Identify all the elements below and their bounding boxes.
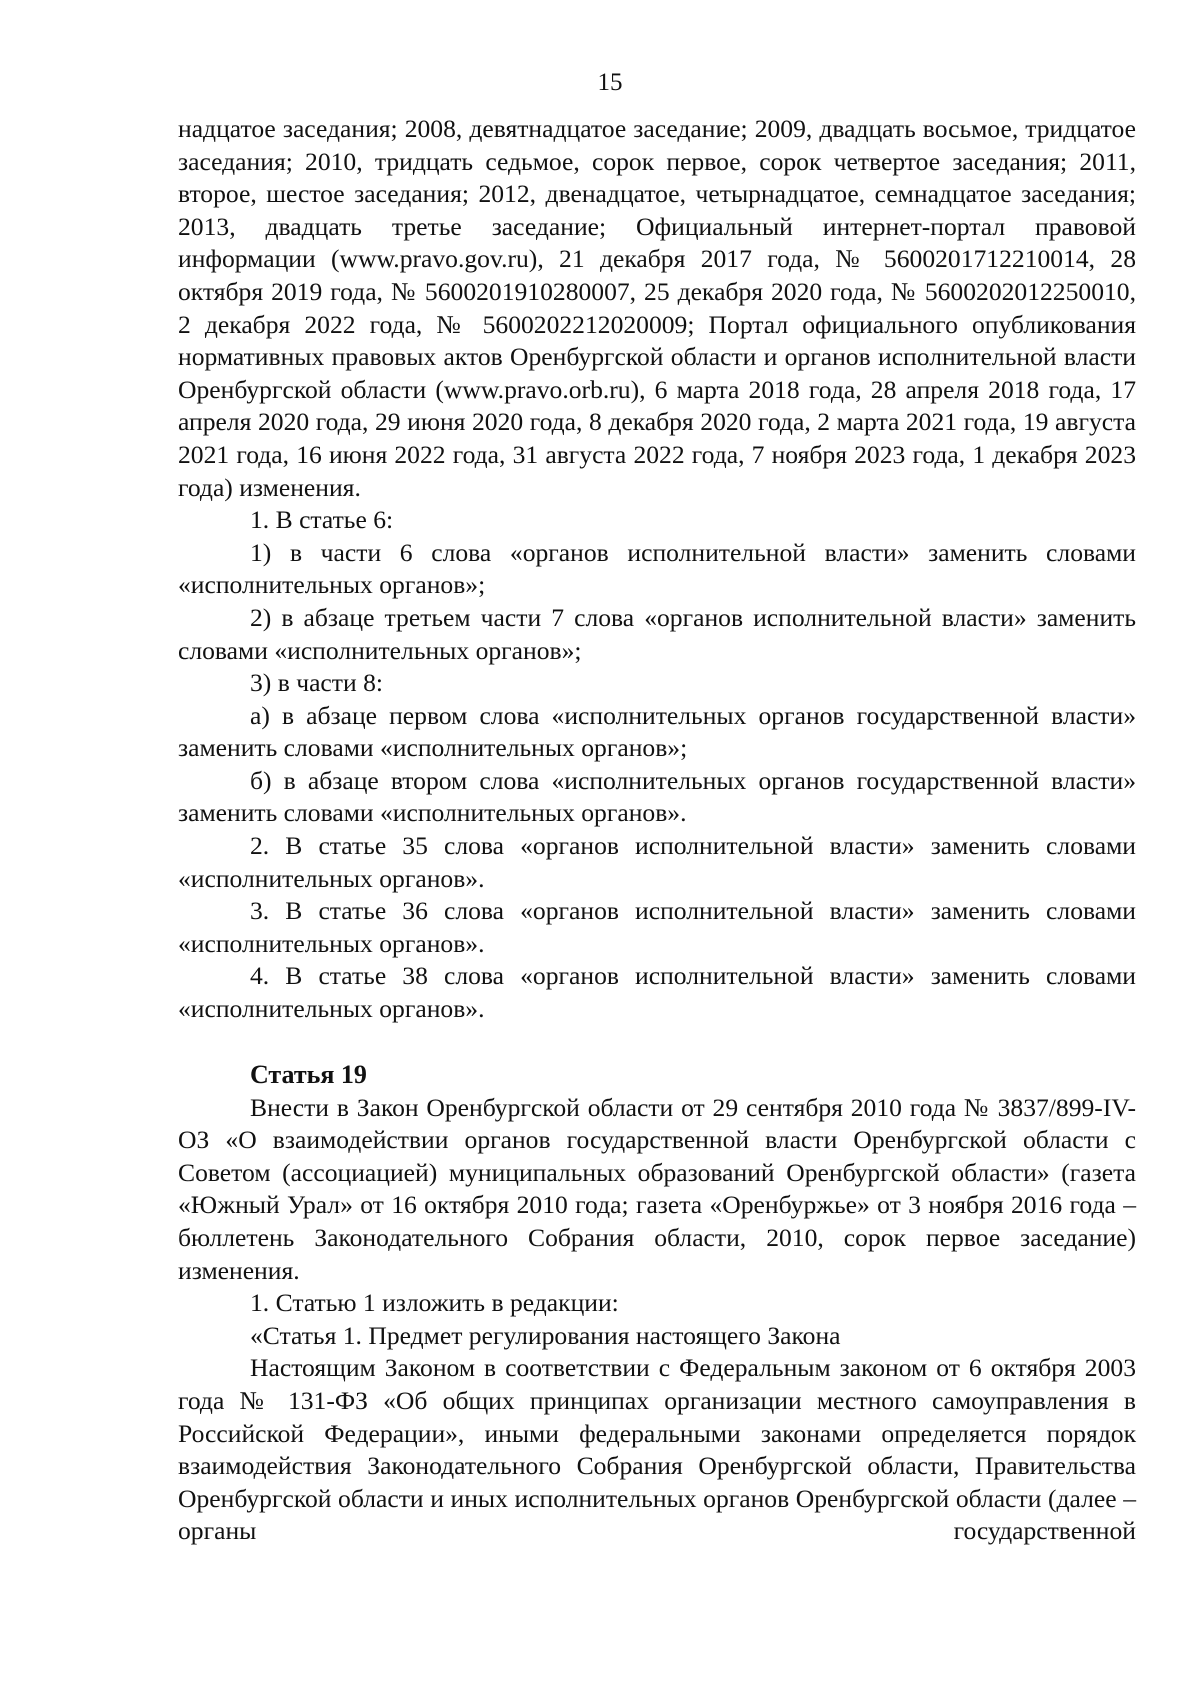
list-item: 2) в абзаце третьем части 7 слова «органов исполнительной власти» заменить словами «исполнительных органов»; <box>178 602 1136 665</box>
list-item: 2. В статье 35 слова «органов исполнительной власти» заменить словами «исполнительных органов». <box>178 831 1136 893</box>
list-item: а) в абзаце первом слова «исполнительных органов государственной власти» заменить словами «исполнительных органов»; <box>178 700 1136 763</box>
list-item: 3. В статье 36 слова «органов исполнительной власти» заменить словами «исполнительных органов». <box>178 896 1136 958</box>
list-item: 1) в части 6 слова «органов исполнительной власти» заменить словами «исполнительных органов»; <box>178 537 1136 600</box>
paragraph: Настоящим Законом в соответствии с Федеральным законом от 6 октября 2003 года № 131-ФЗ «Об общих принципах организации местного самоуправления в Российской Федерации», иными федеральными законами определяется порядок взаимодействия Законодательного Собрания Оренбургской области, Правительства Оренбургской области и иных исполнительных органов Оренбургской области (далее – органы государственной <box>178 1353 1136 1546</box>
list-item: 4. В статье 38 слова «органов исполнительной власти» заменить словами «исполнительных органов». <box>178 961 1136 1024</box>
paragraph: «Статья 1. Предмет регулирования настоящего Закона <box>250 1320 841 1350</box>
article-heading: Статья 19 <box>250 1059 367 1089</box>
paragraph: Внести в Закон Оренбургской области от 29 сентября 2010 года № 3837/899-IV-ОЗ «О взаимодействии органов государственной власти Оренбургской области с Советом (ассоциацией) муниципальных образований Оренбургской области» (газета «Южный Урал» от 16 октября 2010 года; газета «Оренбуржье» от 3 ноября 2016 года – бюллетень Законодательного Собрания области, 2010, сорок первое заседание) изменения. <box>178 1092 1136 1285</box>
page-number: 15 <box>597 69 623 96</box>
document-body <box>178 113 1136 1548</box>
paragraph: 1. Статью 1 изложить в редакции: <box>250 1288 619 1318</box>
list-item: б) в абзаце втором слова «исполнительных органов государственной власти» заменить словами «исполнительных органов». <box>178 765 1136 828</box>
list-item: 3) в части 8: <box>250 668 383 698</box>
list-item: 1. В статье 6: <box>250 505 394 535</box>
paragraph-intro: надцатое заседания; 2008, девятнадцатое заседание; 2009, двадцать восьмое, тридцатое заседания; 2010, тридцать седьмое, сорок первое, сорок четвертое заседания; 2011, второе, шестое заседания; 2012, двенадцатое, четырнадцатое, семнадцатое заседания; 2013, двадцать третье заседание; Официальный интернет-портал правовой информации (www.pravo.gov.ru), 21 декабря 2017 года, № 5600201712210014, 28 октября 2019 года, № 5600201910280007, 25 декабря 2020 года, № 5600202012250010, 2 декабря 2022 года, № 5600202212020009; Портал официального опубликования нормативных правовых актов Оренбургской области и органов исполнительной власти Оренбургской области (www.pravo.orb.ru), 6 марта 2018 года, 28 апреля 2018 года, 17 апреля 2020 года, 29 июня 2020 года, 8 декабря 2020 года, 2 марта 2021 года, 19 августа 2021 года, 16 июня 2022 года, 31 августа 2022 года, 7 ноября 2023 года, 1 декабря 2023 года) изменения. <box>178 114 1136 502</box>
